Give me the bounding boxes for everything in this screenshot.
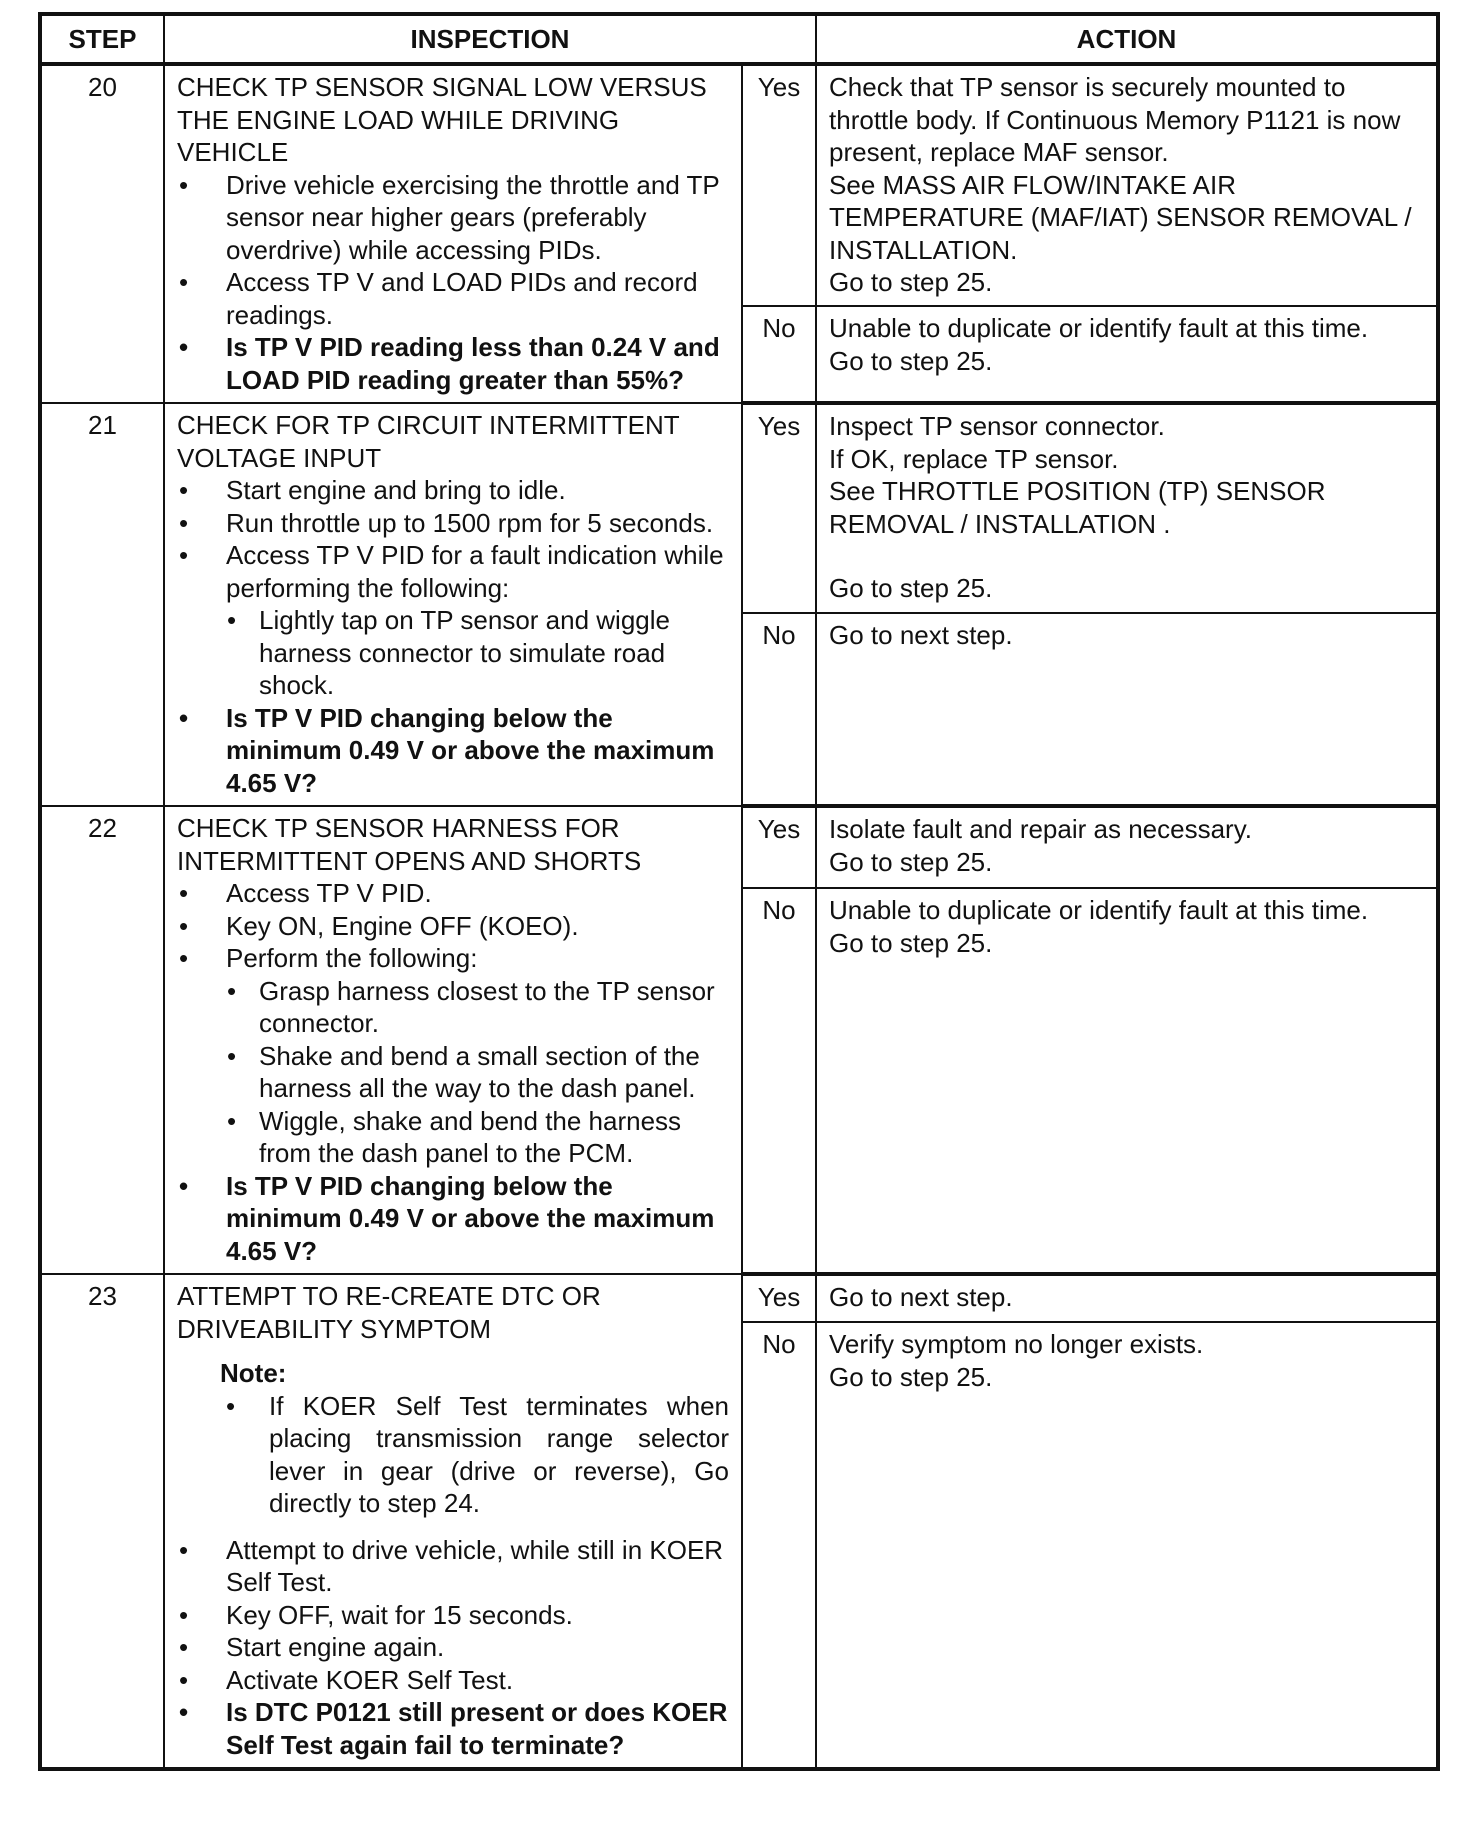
step-number: 23 (40, 1274, 164, 1769)
no-action (816, 613, 1438, 806)
action-line: Unable to duplicate or identify fault at this time. (829, 313, 1369, 343)
action-line: Inspect TP sensor connector. (829, 411, 1165, 441)
action-line: Unable to duplicate or identify fault at this time. (829, 895, 1369, 925)
yes-label: Yes (742, 403, 816, 613)
step-row-yes (40, 64, 1438, 306)
inspection-sublist (177, 975, 729, 1170)
inspection-list (177, 1534, 729, 1762)
list-item: • Lightly tap on TP sensor and wiggle harness connector to simulate road shock. (177, 604, 729, 702)
yes-action (816, 806, 1438, 888)
inspection-list (177, 474, 729, 604)
action-line: Go to step 25. (829, 927, 993, 958)
note-label: Note: (220, 1358, 287, 1388)
inspection-title: ATTEMPT TO RE-CREATE DTC OR DRIVEABILITY SYMPTOM (177, 1281, 601, 1344)
action-line: Go to step 25. (829, 573, 993, 603)
action-line: Verify symptom no longer exists. (829, 1329, 1204, 1359)
action-line: See MASS AIR FLOW/INTAKE AIR TEMPERATURE (MAF/IAT) SENSOR REMOVAL / INSTALLATION. (829, 169, 1412, 265)
list-item: • Drive vehicle exercising the throttle and TP sensor near higher gears (preferably overdrive) while accessing PIDs. (177, 169, 729, 267)
inspection-question: • Is TP V PID changing below the minimum 0.49 V or above the maximum 4.65 V? (177, 702, 729, 800)
inspection-list (177, 702, 729, 800)
diagnostic-table (38, 12, 1440, 1771)
list-item: • Key ON, Engine OFF (KOEO). (177, 910, 729, 943)
inspection-list (177, 1170, 729, 1268)
step-row-yes (40, 403, 1438, 613)
yes-label: Yes (742, 806, 816, 888)
note-list (220, 1390, 729, 1520)
list-item: • Access TP V and LOAD PIDs and record readings. (177, 266, 729, 331)
note-item: • If KOER Self Test terminates when placing transmission range selector lever in gear (drive or reverse), Go directly to step 24. (220, 1390, 729, 1520)
inspection-question: • Is TP V PID reading less than 0.24 V and LOAD PID reading greater than 55%? (177, 331, 729, 396)
action-line: Go to step 25. (829, 1361, 993, 1392)
step-number: 22 (40, 806, 164, 1274)
action-line: Go to next step. (829, 1282, 1013, 1312)
inspection-cell (164, 1274, 742, 1769)
action-line: Go to step 25. (829, 846, 993, 877)
list-item: • Start engine again. (177, 1631, 729, 1664)
inspection-list (177, 169, 729, 397)
step-row-yes (40, 1274, 1438, 1322)
list-item: • Grasp harness closest to the TP sensor connector. (177, 975, 729, 1040)
action-line: If OK, replace TP sensor. (829, 443, 1119, 474)
list-item: • Start engine and bring to idle. (177, 474, 729, 507)
inspection-cell (164, 403, 742, 806)
no-label: No (742, 888, 816, 1274)
action-line: Go to step 25. (829, 345, 993, 376)
step-number: 21 (40, 403, 164, 806)
inspection-question: • Is TP V PID changing below the minimum 0.49 V or above the maximum 4.65 V? (177, 1170, 729, 1268)
no-label: No (742, 306, 816, 403)
diagnostic-page (38, 12, 1436, 1771)
inspection-question: • Is DTC P0121 still present or does KOER Self Test again fail to terminate? (177, 1696, 729, 1761)
yes-label: Yes (742, 1274, 816, 1322)
action-line: See THROTTLE POSITION (TP) SENSOR REMOVAL / INSTALLATION . (829, 476, 1326, 539)
list-item: • Attempt to drive vehicle, while still in KOER Self Test. (177, 1534, 729, 1599)
action-line: Isolate fault and repair as necessary. (829, 814, 1252, 844)
inspection-title: CHECK TP SENSOR SIGNAL LOW VERSUS THE ENGINE LOAD WHILE DRIVING VEHICLE (177, 72, 707, 167)
no-label: No (742, 1322, 816, 1769)
list-item: • Run throttle up to 1500 rpm for 5 seconds. (177, 507, 729, 540)
inspection-cell (164, 806, 742, 1274)
no-action (816, 306, 1438, 403)
step-number: 20 (40, 64, 164, 403)
no-action (816, 888, 1438, 1274)
yes-label: Yes (742, 64, 816, 306)
list-item: • Access TP V PID for a fault indication while performing the following: (177, 539, 729, 604)
yes-action (816, 1274, 1438, 1322)
inspection-title: CHECK TP SENSOR HARNESS FOR INTERMITTENT OPENS AND SHORTS (177, 813, 642, 876)
action-line: Go to next step. (829, 620, 1013, 650)
action-line: Go to step 25. (829, 267, 993, 297)
inspection-cell (164, 64, 742, 403)
inspection-sublist (177, 604, 729, 702)
list-item: • Shake and bend a small section of the harness all the way to the dash panel. (177, 1040, 729, 1105)
header-action: ACTION (816, 14, 1438, 64)
header-inspection: INSPECTION (164, 14, 816, 64)
note-block (177, 1357, 729, 1520)
list-item: • Key OFF, wait for 15 seconds. (177, 1599, 729, 1632)
yes-action (816, 403, 1438, 613)
spacer (829, 540, 1424, 572)
step-row-yes (40, 806, 1438, 888)
no-label: No (742, 613, 816, 806)
yes-action (816, 64, 1438, 306)
no-action (816, 1322, 1438, 1769)
list-item: • Wiggle, shake and bend the harness from the dash panel to the PCM. (177, 1105, 729, 1170)
list-item: • Perform the following: (177, 942, 729, 975)
list-item: • Access TP V PID. (177, 877, 729, 910)
action-line: Check that TP sensor is securely mounted to throttle body. If Continuous Memory P1121 is now present, replace MAF sensor. (829, 72, 1401, 167)
list-item: • Activate KOER Self Test. (177, 1664, 729, 1697)
header-step: STEP (40, 14, 164, 64)
header-row (40, 14, 1438, 64)
inspection-title: CHECK FOR TP CIRCUIT INTERMITTENT VOLTAGE INPUT (177, 410, 680, 473)
inspection-list (177, 877, 729, 975)
